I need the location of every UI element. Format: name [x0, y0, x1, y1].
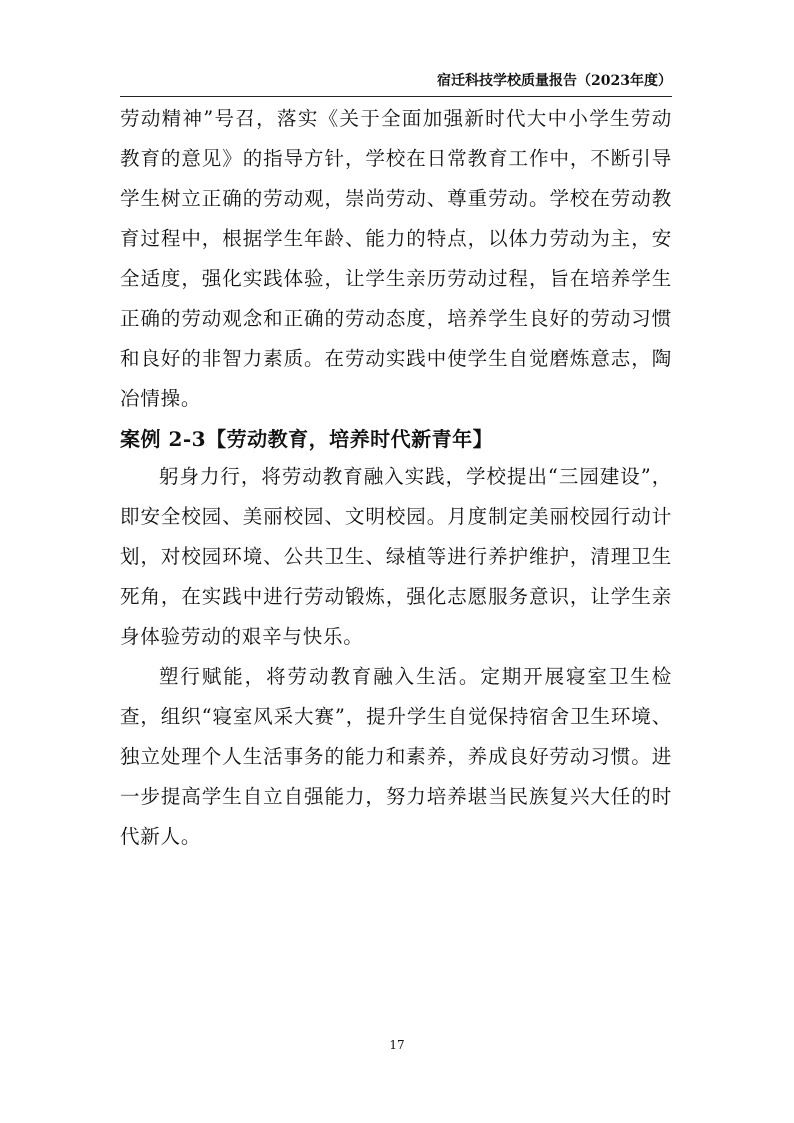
report-header: 宿迁科技学校质量报告（2023年度） [437, 73, 672, 89]
body-paragraph-2: 躬身力行，将劳动教育融入实践，学校提出“三园建设”，即安全校园、美丽校园、文明校园。月度制定美丽校园行动计划，对校园环境、公共卫生、绿植等进行养护维护，清理卫生死角，在实践中进行劳动锻炼，强化志愿服务意识，让学生亲身体验劳动的艰辛与快乐。 [120, 465, 672, 648]
document-body [120, 96, 672, 857]
page-number: 17 [389, 1038, 405, 1052]
body-paragraph-1: 劳动精神”号召，落实《关于全面加强新时代大中小学生劳动教育的意见》的指导方针，学校在日常教育工作中，不断引导学生树立正确的劳动观，崇尚劳动、尊重劳动。学校在劳动教育过程中，根据学生年龄、能力的特点，以体力劳动为主，安全适度，强化实践体验，让学生亲历劳动过程，旨在培养学生正确的劳动观念和正确的劳动态度，培养学生良好的劳动习惯和良好的非智力素质。在劳动实践中使学生自觉磨炼意志，陶冶情操。 [120, 107, 672, 410]
body-paragraph-3: 塑行赋能，将劳动教育融入生活。定期开展寝室卫生检查，组织“寝室风采大赛”，提升学生自觉保持宿舍卫生环境、独立处理个人生活事务的能力和素养，养成良好劳动习惯。进一步提高学生自立自强能力，努力培养堪当民族复兴大任的时代新人。 [120, 665, 672, 848]
case-title: 案例 2-3【劳动教育，培养时代新青年】 [120, 427, 494, 451]
